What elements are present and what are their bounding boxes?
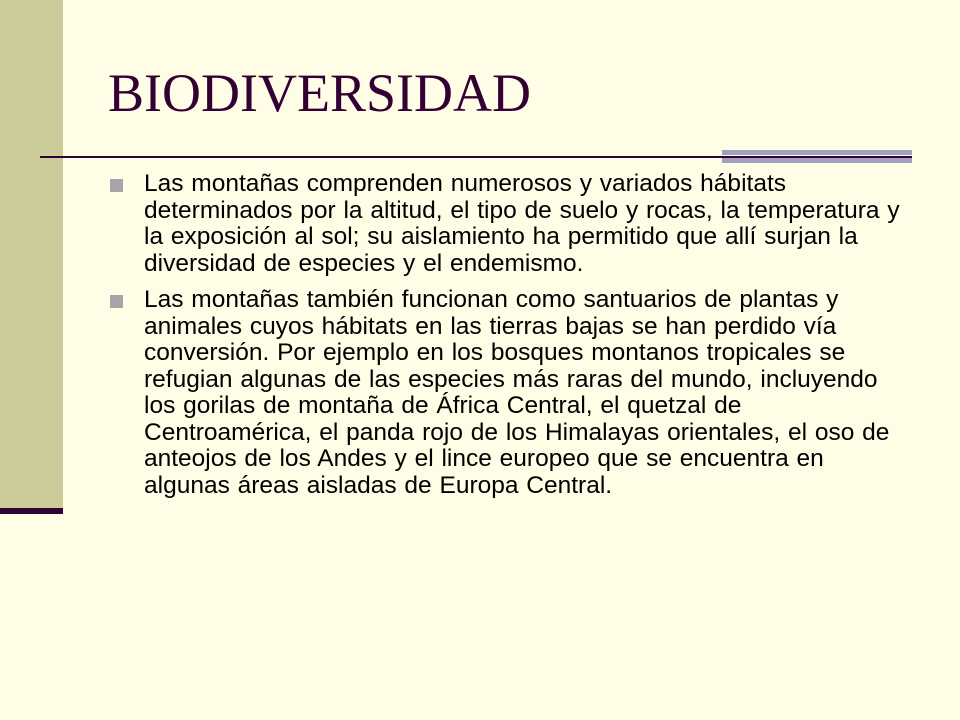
square-bullet-icon	[110, 295, 123, 308]
side-decor-bar	[0, 0, 63, 513]
bullet-item	[108, 171, 908, 277]
square-bullet-icon	[110, 179, 123, 192]
bullet-text: Las montañas comprenden numerosos y variados hábitats determinados por la altitud, el tipo de suelo y rocas, la temperatura y la exposición al sol; su aislamiento ha permitido que allí surjan la diversidad de especies y el endemismo.	[144, 170, 900, 277]
bullet-text: Las montañas también funcionan como santuarios de plantas y animales cuyos hábitats en las tierras bajas se han perdido vía conversión. Por ejemplo en los bosques montanos tropicales se refugian algunas de las especies más raras del mundo, incluyendo los gorilas de montaña de África Central, el quetzal de Centroamérica, el panda rojo de los Himalayas orientales, el oso de anteojos de los Andes y el lince europeo que se encuentra en algunas áreas aisladas de Europa Central.	[144, 286, 890, 499]
title-divider-accent	[722, 150, 912, 163]
slide-title: BIODIVERSIDAD	[108, 63, 531, 123]
bullet-item	[108, 287, 908, 499]
bullet-list	[108, 171, 908, 509]
side-decor-underline	[0, 508, 63, 514]
